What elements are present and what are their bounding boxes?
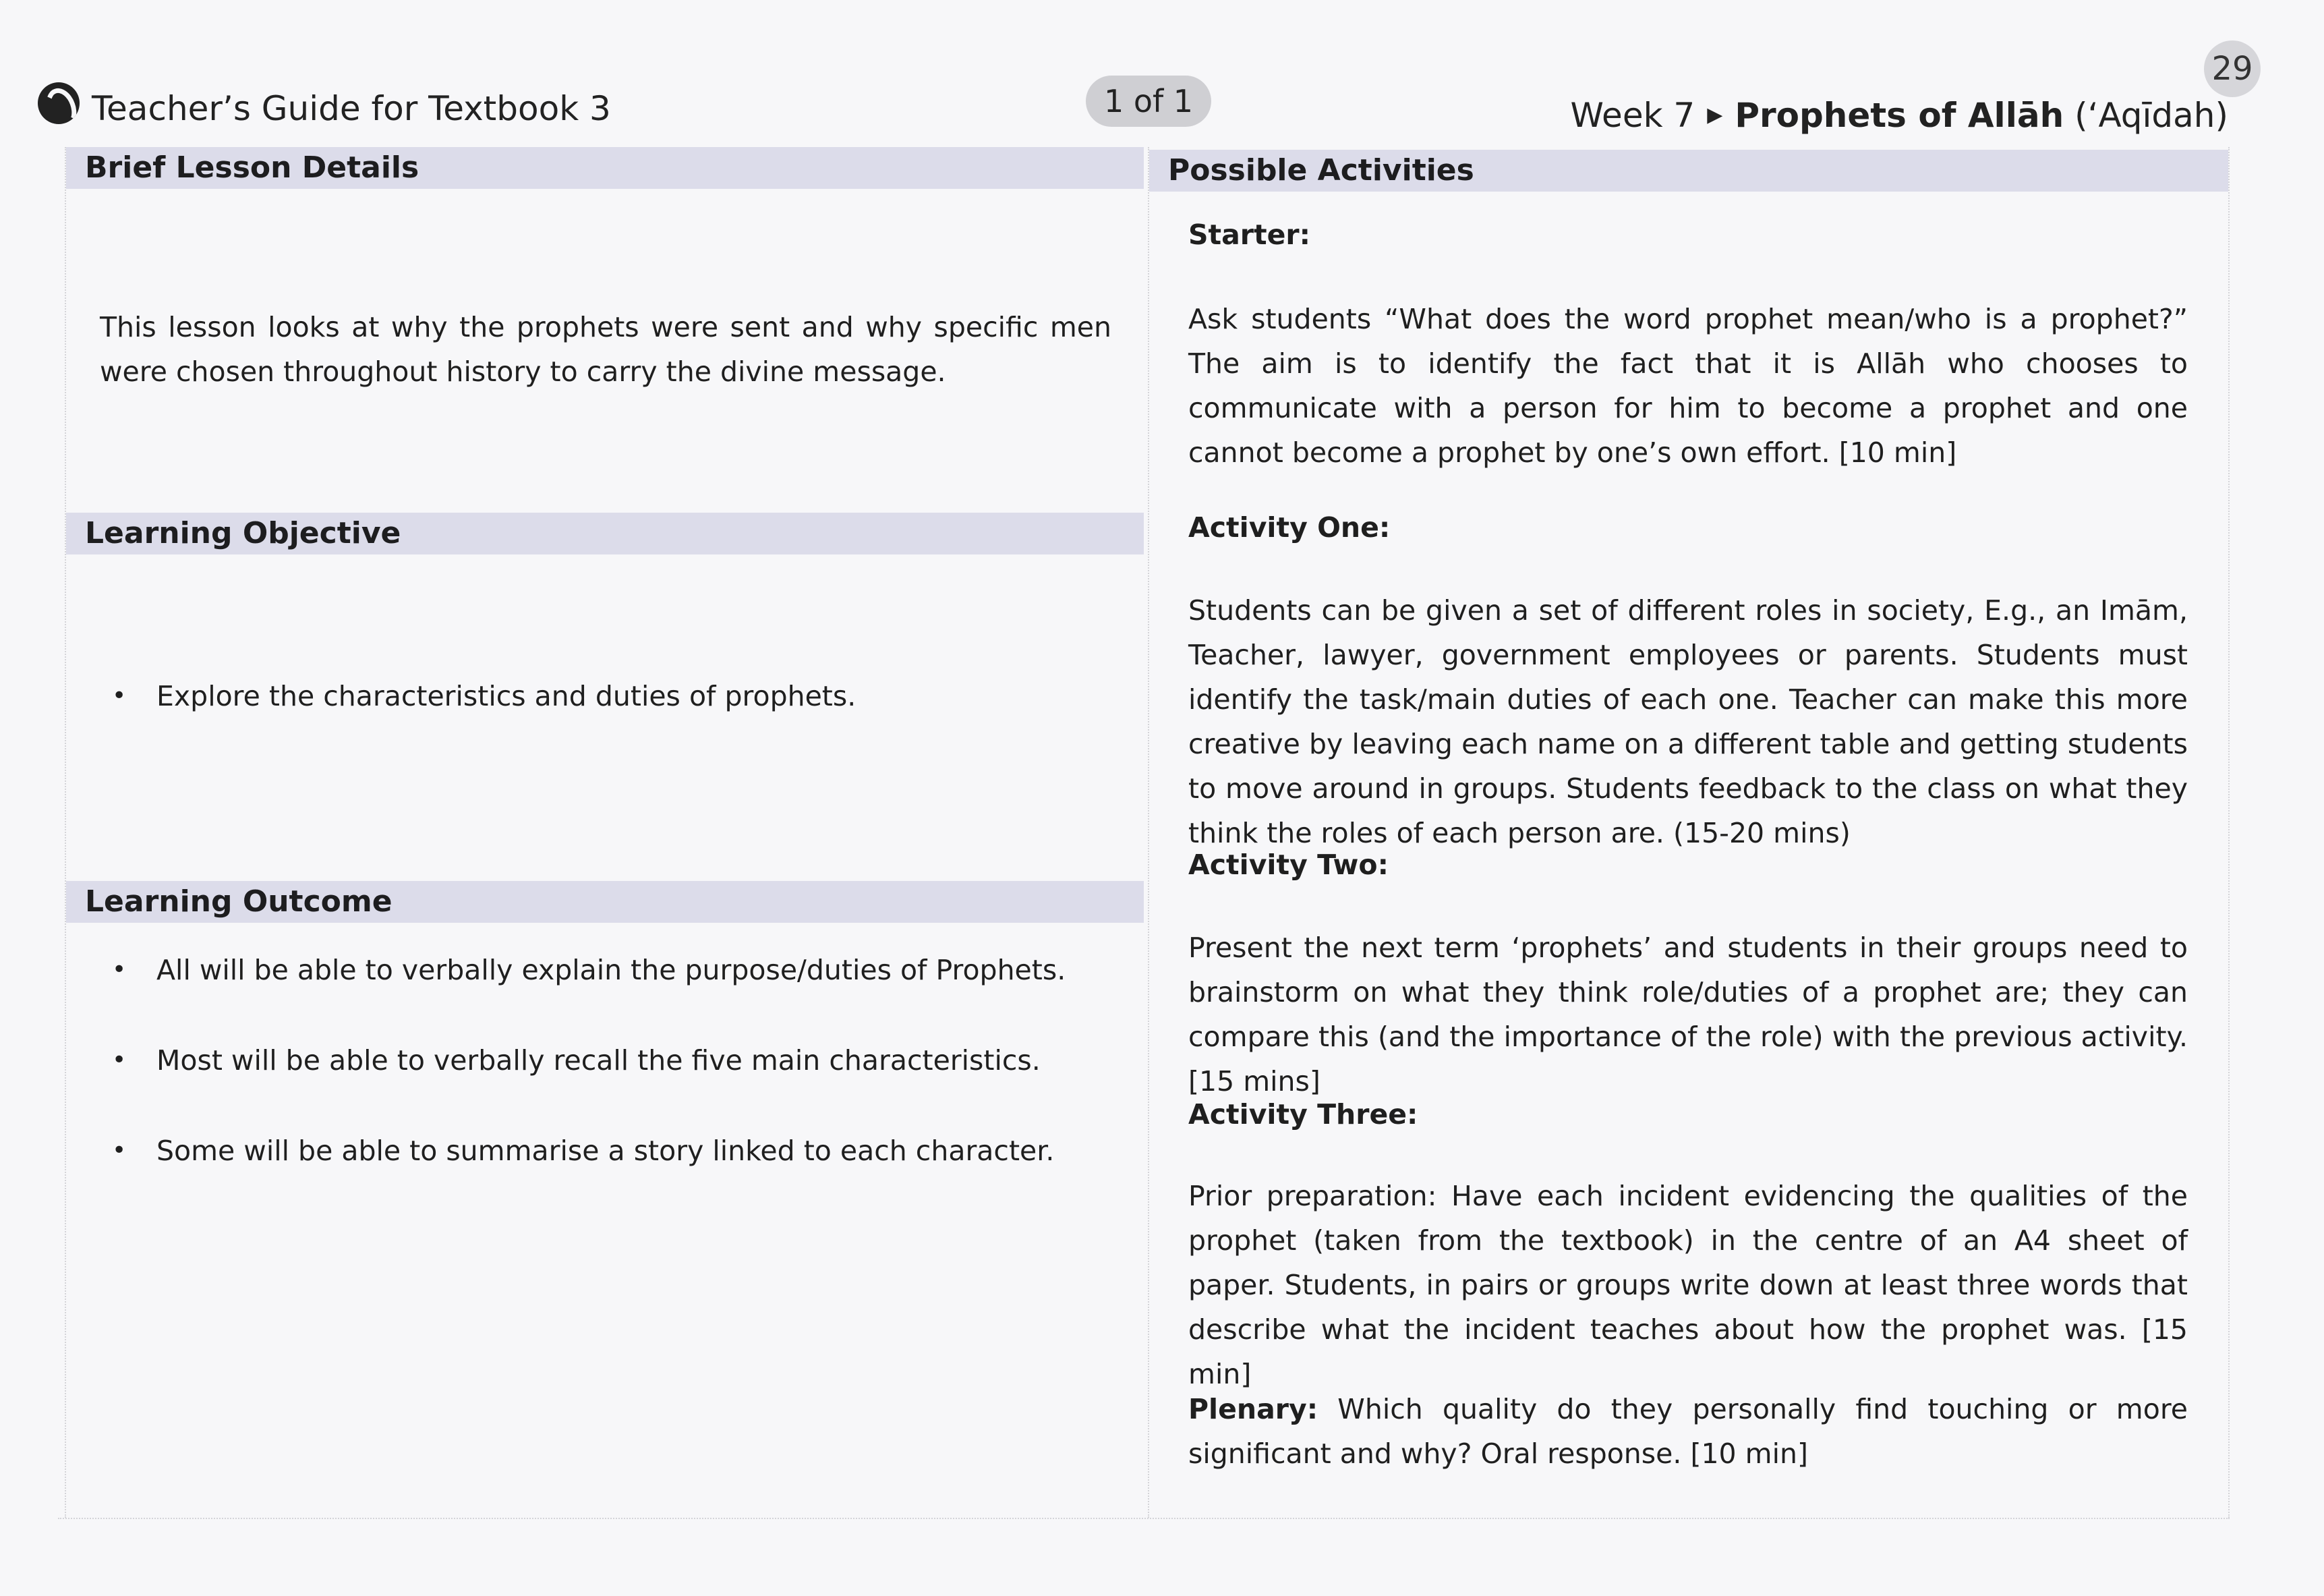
outcome-text: Some will be able to summarise a story linked to each character. [156, 1135, 1055, 1167]
week-label: Week 7 [1570, 96, 1695, 135]
activities-column [1148, 147, 2230, 1518]
plenary-paragraph [1188, 1387, 2188, 1476]
publisher-logo-icon [38, 82, 80, 124]
bullet-icon: • [112, 956, 127, 984]
brief-lesson-details-heading: Brief Lesson Details [66, 147, 1144, 189]
page-number: 29 [2204, 40, 2261, 97]
starter-text: Ask students “What does the word prophet mean/who is a prophet?” The aim is to identify the fact that it is Allāh who chooses to communicate with a person for him to become a prophet and one cannot become a prophet by one’s own effort. [10 min] [1188, 303, 2188, 469]
page-bottom-divider [58, 1518, 2230, 1519]
brief-lesson-text: This lesson looks at why the prophets were sent and why specific men were chosen throughout history to carry the divine message. [100, 311, 1111, 388]
activity-two-label: Activity Two: [1188, 849, 1389, 881]
lesson-details-column [65, 147, 1144, 1518]
starter-label: Starter: [1188, 219, 1311, 251]
page-counter-badge[interactable]: 1 of 1 [1086, 76, 1211, 127]
activity-three-text: Prior preparation: Have each incident evidencing the qualities of the prophet (taken from the textbook) in the centre of an A4 sheet of paper. Students, in pairs or groups write down at least three words that describe what the incident teaches about how the prophet was. [15 min] [1188, 1180, 2188, 1390]
topic-title: Prophets of Allāh [1735, 96, 2064, 135]
outcome-text: All will be able to verbally explain the purpose/duties of Prophets. [156, 954, 1066, 986]
week-topic-heading [1571, 96, 2228, 135]
outcome-item [112, 1040, 1114, 1081]
bullet-icon: • [112, 1137, 127, 1164]
possible-activities-heading: Possible Activities [1149, 150, 2228, 192]
objective-item [112, 676, 1114, 716]
activity-one-label: Activity One: [1188, 511, 1391, 544]
activity-one-text: Students can be given a set of different roles in society, E.g., an Imām, Teacher, lawyer, government employees or parents. Students must identify the task/main duties of each one. Teacher can make this more creative by leaving each name on a different table and getting students to move around in groups. Students feedback to the class on what they think the roles of each person are. (15-20 mins) [1188, 594, 2188, 849]
bullet-icon: • [112, 682, 127, 710]
learning-outcome-heading: Learning Outcome [66, 881, 1144, 923]
triangle-right-icon: ▶ [1707, 103, 1723, 127]
bullet-icon: • [112, 1046, 127, 1074]
objective-text: Explore the characteristics and duties of prophets. [156, 680, 856, 712]
outcome-item [112, 1131, 1114, 1171]
guide-title: Teacher’s Guide for Textbook 3 [92, 89, 611, 128]
outcome-text: Most will be able to verbally recall the five main characteristics. [156, 1044, 1041, 1077]
activity-three-label: Activity Three: [1188, 1098, 1418, 1131]
activity-two-text: Present the next term ‘prophets’ and students in their groups need to brainstorm on what they think role/duties of a prophet are; they can compare this (and the importance of the role) with the previous activity. [15 mins] [1188, 932, 2188, 1098]
plenary-text: Which quality do they personally find touching or more significant and why? Oral response. [10 min] [1188, 1393, 2188, 1470]
outcome-item [112, 950, 1114, 990]
topic-suffix: (‘Aqīdah) [2064, 96, 2228, 135]
learning-objective-heading: Learning Objective [66, 513, 1144, 554]
plenary-label: Plenary: [1188, 1393, 1318, 1425]
